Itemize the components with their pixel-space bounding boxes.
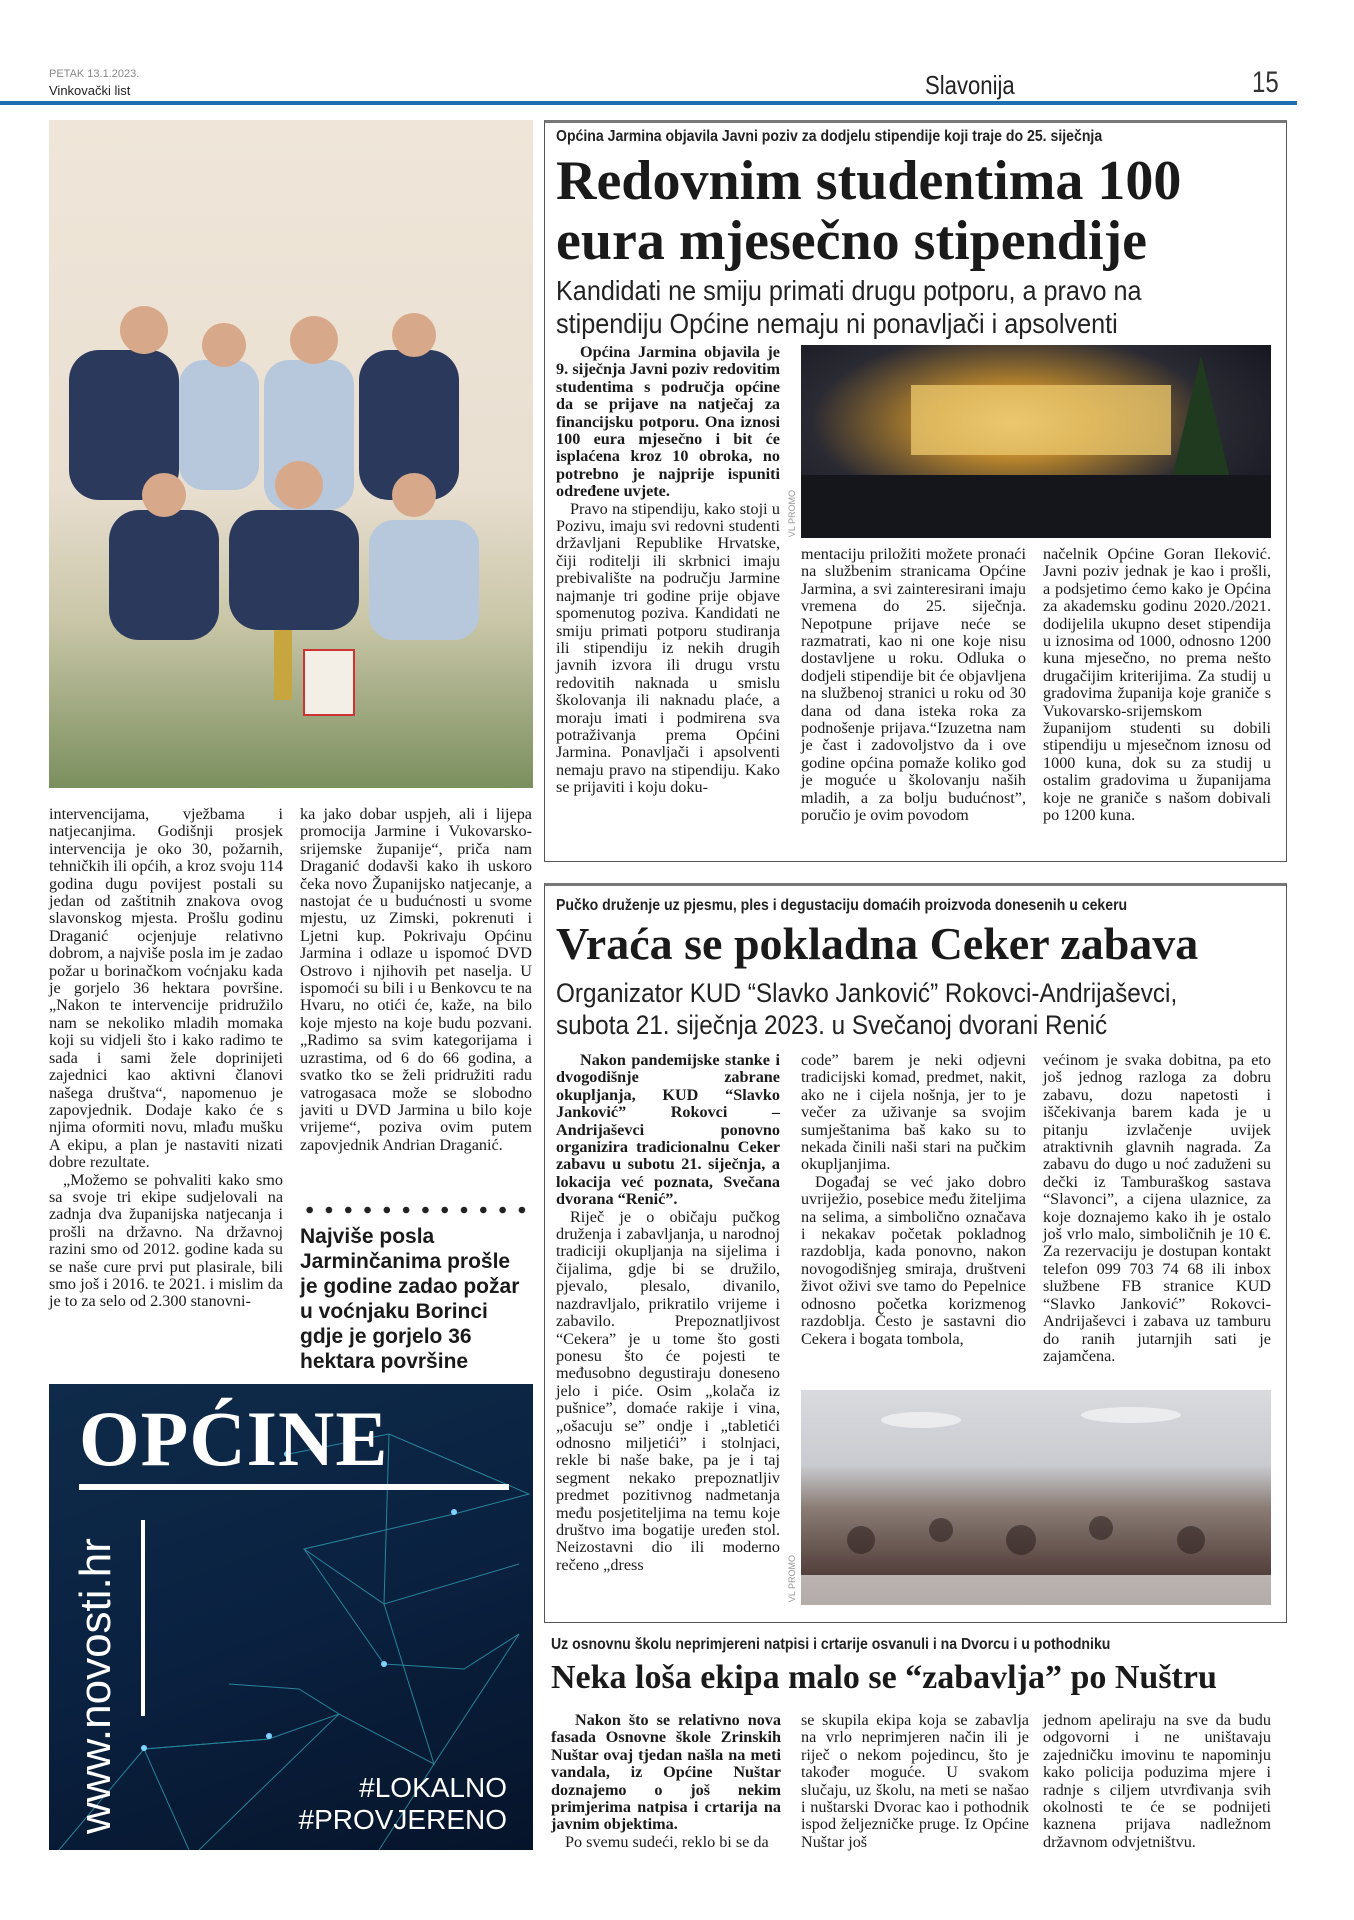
paragraph: se skupila ekipa koja se zabavlja na vrlo neprimjeren način ili je riječ o nekom pojedincu, što je također moguće. U svakom slučaju, uz školu, na meti se našao i nuštarski Dvorac kao i pothodnik ispod željezničke pruge. Iz Općine Nuštar još (801, 1711, 1029, 1851)
article1-lead: Općina Jarmina objavila je 9. siječnja Javni poziv redovitim studentima s područja općine da se prijave na natječaj za financijsku potporu. Ona iznosi 100 eura mjesečno i bit će isplaćena kroz 10 obroka, no potrebno je najprije ispuniti određene uvjete. (556, 343, 780, 501)
pull-quote: Najviše posla Jarminčanima prošle je godine zadao požar u voćnjaku Borinci gdje je gorjelo 36 hektara površine (300, 1225, 520, 1373)
article2-lead: Nakon pandemijske stanke i dvogodišnje zabrane okupljanja, KUD “Slavko Janković” Rokovci – Andrijaševci ponovno organizira tradicionalnu Ceker zabavu u subotu 21. siječnja, a lokacija već poznata, Svečana dvorana “Renić”. (556, 1051, 780, 1209)
ceker-hall-photo (801, 1390, 1271, 1605)
article1-subtitle-line1: Kandidati ne smiju primati drugu potporu, a pravo na (556, 275, 1142, 306)
firefighters-illustration (49, 120, 533, 788)
photo-credit: VL PROMO (787, 490, 797, 538)
ad-rule (79, 1484, 509, 1490)
article3-title: Neka loša ekipa malo se “zabavlja” po Nuštru (551, 1659, 1217, 1696)
photo-credit: VL PROMO (787, 1555, 797, 1603)
paragraph: ka jako dobar uspjeh, ali i lijepa promocija Jarmine i Vukovarsko-srijemske županije“, priča nam Draganić dodavši kako ih uskoro čeka novo Županijsko natjecanje, a nastojat će u budućnosti u svome mjestu, uz Zimski, pokrenuti i Ljetni kup. Pokrivaju Općinu Jarmina i odlaze u ispomoć DVD Ostrovo i njihovih pet naselja. U ispomoći su bili i u Benkovcu te na Hvaru, no otići će, kaže, na bilo koje mjesto na koje budu pozvani. „Radimo sa svim kategorijama i uzrastima, od 6 do 66 godina, a svatko tko se želi pridružiti radu vatrogasaca može se slobodno javiti u DVD Jarmina u bilo koje vrijeme“, poziva ovim putem zapovjednik Andrian Draganić. (300, 805, 532, 1154)
article1-column-2 (801, 546, 1026, 825)
issue-date: PETAK 13.1.2023. (49, 68, 140, 80)
page-number: 15 (1252, 66, 1279, 99)
section-name: Slavonija (925, 70, 1015, 100)
article1-subtitle-line2: stipendiju Općine nemaju ni ponavljači i apsolventi (556, 308, 1118, 339)
hall-crowd-illustration (801, 1390, 1271, 1605)
paragraph: načelnik Općine Goran Ileković. Javni poziv jednak je kao i prošli, a podsjetimo ćemo kako je Općina za akademsku godinu 2020./2021. dodijelila ukupno deset stipendija u iznosima od 1000, odnosno 1200 kuna mjesečno, no prema nešto drugačijim kriterijima. Za studij u gradovima županija koje graniče s Vukovarsko-srijemskom županijom studenti su dobili stipendiju u mjesečnom iznosu od 1000 kuna, dok su za studij u ostalim gradovima u županijama koje ne graniče s našom dobivali po 1200 kuna. (1043, 545, 1271, 825)
article2-column-1 (556, 1052, 780, 1574)
ad-vertical-rule (141, 1520, 145, 1716)
novosti-advertisement[interactable] (49, 1384, 533, 1850)
paragraph: „Možemo se pohvaliti kako smo sa svoje tri ekipe sudjelovali na zadnja dva županijska natjecanja i prošli na državno. Na državnoj razini smo od 2012. godine kada su se naše cure prvi put plasirale, bili smo još i 2016. te 2021. i mislim da je to za selo od 2.300 stanovni- (49, 1170, 283, 1311)
ad-title: OPĆINE (79, 1395, 389, 1482)
paragraph: mentaciju priložiti možete pronaći na službenim stranicama Općine Jarmina, a svi zainteresirani imaju vremena do 25. siječnja. Nepotpune prijave neće se razmatrati, kao ni one koje nisu dostavljene u roku. Odluka o dodjeli stipendije bit će objavljena na službenoj stranici u roku od 30 dana od dana isteka roka za podnošenje prijava.“Izuzetna nam je čast i zadovoljstvo da i ove godine općina pomaže koliko god je moguće u školovanju naših mladih, a za bolju budućnost”, poručio je ovim povodom (801, 545, 1026, 825)
paragraph: Po svemu sudeći, reklo bi se da (565, 1832, 769, 1851)
article2-column-2 (801, 1052, 1026, 1348)
article2-kicker: Pučko druženje uz pjesmu, ples i degustaciju domaćih proizvoda donesenih u cekeru (556, 897, 1128, 914)
firefighters-photo (49, 120, 533, 788)
article3-column-3 (1043, 1712, 1271, 1851)
firefighters-column-2 (300, 806, 532, 1154)
paragraph: code” barem je neki odjevni tradicijski komad, predmet, nakit, ako ne i cijela nošnja, jer to je večer za uživanje sa svojim sumještanima baš kako su to nekada činili naši stari na pučkim okupljanjima. (801, 1051, 1026, 1174)
header-rule (0, 101, 1297, 105)
ad-hashtag-lokalno: #LOKALNO (359, 1772, 507, 1803)
publication-name: Vinkovački list (49, 83, 131, 98)
jarmina-night-photo (801, 345, 1271, 538)
article3-kicker: Uz osnovnu školu neprimjereni natpisi i crtarije osvanuli i na Dvorcu i u pothodniku (551, 1636, 1111, 1653)
article1-column-3 (1043, 546, 1271, 825)
article2-column-3 (1043, 1052, 1271, 1365)
dotted-divider (300, 1204, 532, 1216)
article2-title: Vraća se pokladna Ceker zabava (556, 918, 1199, 969)
paragraph: Događaj se već jako dobro uvriježio, posebice među žiteljima na selima, a simbolično označava i nekakav početak pokladnog razdoblja, kada ponovno, nakon novogodišnjeg smiraja, društveni život oživi sve tamo do Pepelnice odnosno početka korizmenog razdoblja. Često je sastavni dio Cekera i bogata tombola, (801, 1172, 1026, 1348)
article1-column-1 (556, 344, 780, 797)
paragraph: Riječ je o običaju pučkog druženja i zabavljanja, u narodnoj tradiciji okupljanja na sijelima i čijalima, gdje bi se družilo, pjevalo, plesalo, divanilo, nazdravljalo, prikratilo vrijeme i zabavilo. Prepoznatljivost “Cekera” je u tome što gosti ponesu što će pojesti te međusobno degustiraju doneseno jelo i piće. Osim „kolača iz pušnice”, domaće rakije i vina, „ošacuju se” ondje i „tabletići odnosno miljetići” i stolnjaci, rekle bi naše bake, pa je i taj segment nekako prepoznatljiv predmet pozitivnog nadmetanja među posjetiteljima na temu koje društvo ima bogatije uređen stol. Neizostavni dio ili moderno rečeno „dress (556, 1207, 780, 1574)
article2-subtitle-line1: Organizator KUD “Slavko Janković” Rokovci-Andrijaševci, (556, 978, 1178, 1008)
article1-title-line2: eura mjesečno stipendije (556, 210, 1148, 272)
article1-title-line1: Redovnim studentima 100 (556, 150, 1182, 212)
paragraph: većinom je svaka dobitna, pa eto još jednog razloga za dobru zabavu, dozu napetosti i iščekivanja barem kada je u pitanju izvlačenje uvijek atraktivnih glavnih nagrada. Za zabavu do dugo u noć zaduženi su dečki iz Tamburaškog sastava “Slavonci”, a cijena ulaznice, za koje doznajemo kako ih je ostalo još vrlo malo, simboličnih je 10 €. Za rezervaciju je dostupan kontakt telefon 099 703 74 68 ili inbox službene FB stranice KUD “Slavko Janković” Rokovci-Andrijaševci i zabava uz tamburu do ranih jutarnjih sati je zajamčena. (1043, 1051, 1271, 1365)
article3-column-1 (551, 1712, 781, 1851)
firefighters-column-1 (49, 806, 283, 1311)
paragraph: jednom apeliraju na sve da budu odgovorni i ne uništavaju zajedničku imovinu te napominju kako policija poduzima mjere i radnje s ciljem utvrđivanja svih okolnosti te će se podnijeti kaznena prijava nadležnom državnom odvjetništvu. (1043, 1711, 1271, 1851)
ad-url-link[interactable]: www.novosti.hr (71, 1538, 120, 1834)
ad-hashtag-provjereno: #PROVJERENO (298, 1804, 507, 1835)
article1-kicker: Općina Jarmina objavila Javni poziv za dodjelu stipendije koji traje do 25. siječnja (556, 128, 1103, 145)
article3-lead: Nakon što se relativno nova fasada Osnovne škole Zrinskih Nuštar ovaj tjedan našla na meti vandala, iz Općine Nuštar doznajemo o još nekim primjerima natpisa i crtarija na javnim objektima. (551, 1711, 781, 1834)
paragraph: Pravo na stipendiju, kako stoji u Pozivu, imaju svi redovni studenti državljani Republike Hrvatske, čiji roditelji ili skrbnici imaju prebivalište na području Jarmine najmanje tri godine prije objave spomenutog poziva. Kandidati ne smiju primati potporu studiranja ili stipendiju iz nekih drugih javnih izvora ili drugu vrstu redovitih naknada u smislu školovanja ili naknadu plaće, a moraju imati i podmirena sva potraživanja prema Općini Jarmina. Ponavljači i apsolventi nemaju pravo na stipendiju. Kako se prijaviti i koju doku- (556, 499, 780, 797)
night-square-illustration (801, 345, 1271, 538)
article2-subtitle-line2: subota 21. siječnja 2023. u Svečanoj dvorani Renić (556, 1010, 1108, 1040)
article3-column-2 (801, 1712, 1029, 1851)
paragraph: intervencijama, vježbama i natjecanjima. Godišnji prosjek intervencija je oko 30, požarnih, tehničkih ili općih, a kroz svoju 114 godina dugu povijest postali su jedan od zaštitnih znakova ovog slavonskog mjesta. Prošlu godinu Draganić ocjenjuje relativno dobrom, a najviše posla im je zadao požar u borinačkom voćnjaku kada je gorjelo 36 hektara površine. „Nakon te intervencije pridružilo nam se nekoliko mladih momaka koji su vidjeli što i kako radimo te sada i sami žele doprinijeti zajednici kao aktivni članovi našega društva“, napomenuo je zapovjednik. Dodaje kako će s njima oformiti novu, mlađu mušku A ekipu, a plan je nastaviti nizati dobre rezultate. (49, 805, 283, 1172)
